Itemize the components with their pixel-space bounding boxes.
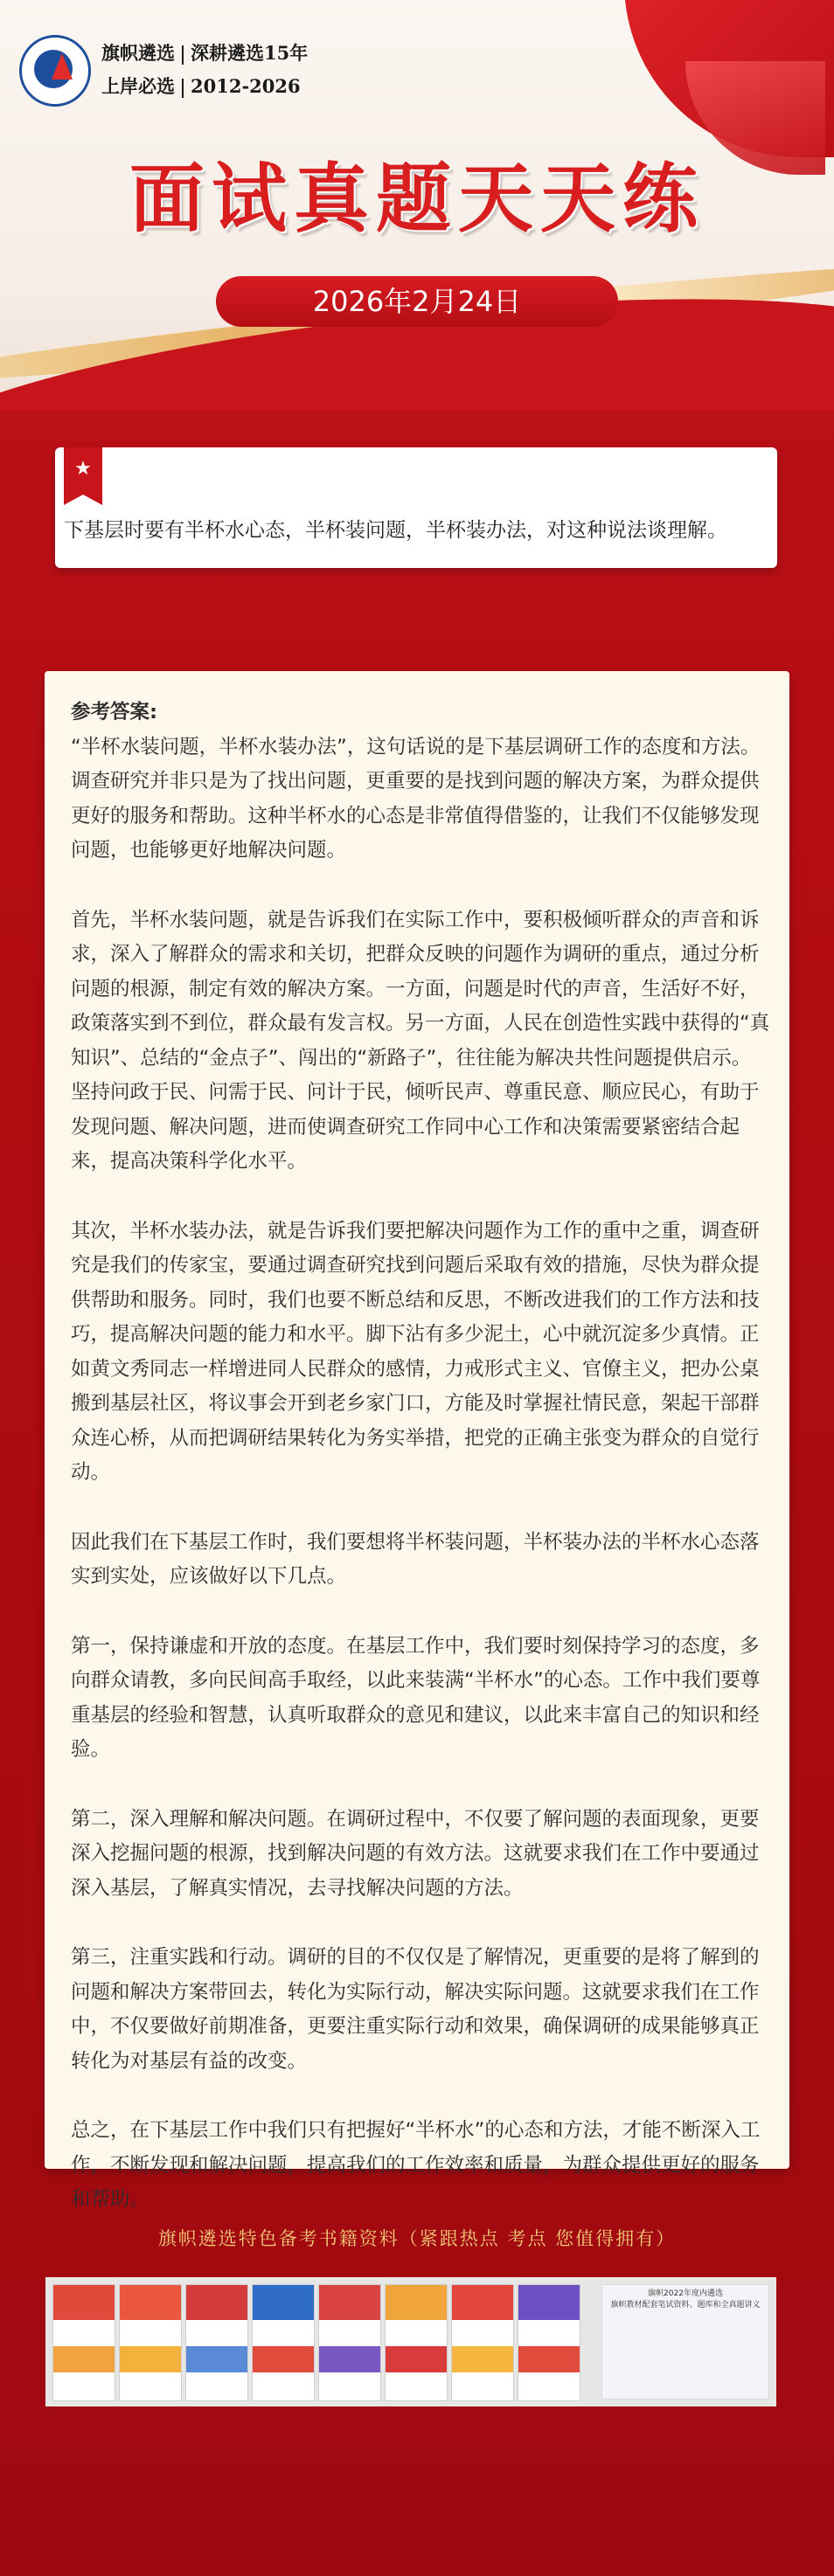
answer-paragraph: 总之，在下基层工作中我们只有把握好“半杯水”的心态和方法，才能不断深入工作，不断发现和解决问题，提高我们的工作效率和质量，为群众提供更好的服务和帮助。 xyxy=(71,2119,761,2211)
date-badge: 2026年2月24日 xyxy=(216,276,618,327)
brand-years: 深耕遴选15年 xyxy=(191,42,309,64)
star-bookmark-icon: ★ xyxy=(64,447,102,495)
promo-card[interactable] xyxy=(601,2284,769,2399)
brand-text xyxy=(101,37,308,103)
answer-paragraph: 第三，注重实践和行动。调研的目的不仅仅是了解情况，更重要的是将了解到的问题和解决方案带回去，转化为实际行动，解决实际问题。这就要求我们在工作中，不仅要做好前期准备，更要注重实际行动和效果，确保调研的成果能够真正转化为对基层有益的改变。 xyxy=(71,1946,760,2073)
answer-heading: 参考答案: xyxy=(71,701,157,724)
book-cover[interactable] xyxy=(252,2284,315,2401)
answer-paragraph: “半杯水装问题，半杯水装办法”，这句话说的是下基层调研工作的态度和方法。调查研究并非只是为了找出问题，更重要的是找到问题的解决方案，为群众提供更好的服务和帮助。这种半杯水的心态是非常值得借鉴的，让我们不仅能够发现问题，也能够更好地解决问题。 xyxy=(71,735,761,862)
promo-line: 旗帜2022年度内遴选 xyxy=(648,2289,723,2298)
footer-title: 旗帜遴选特色备考书籍资料（紧跟热点 考点 您值得拥有） xyxy=(157,2228,677,2249)
brand-logo-icon xyxy=(19,35,91,107)
book-cover[interactable] xyxy=(451,2284,514,2401)
promo-line: 旗帜教材配套笔试资料、题库和全真题讲义 xyxy=(610,2301,761,2309)
book-cover[interactable] xyxy=(318,2284,381,2401)
page-title: 面试真题天天练 xyxy=(129,155,705,243)
book-cover[interactable] xyxy=(385,2284,448,2401)
question-text: 下基层时要有半杯水心态，半杯装问题，半杯装办法，对这种说法谈理解。 xyxy=(64,519,727,542)
book-showcase[interactable] xyxy=(45,2277,776,2406)
brand-period: 2012-2026 xyxy=(191,75,301,97)
brand-name: 旗帜遴选 xyxy=(101,42,175,64)
book-cover[interactable] xyxy=(518,2284,580,2401)
brand-slogan: 上岸必选 xyxy=(101,75,175,97)
answer-paragraph: 其次，半杯水装办法，就是告诉我们要把解决问题作为工作的重中之重，调查研究是我们的传家宝，要通过调查研究找到问题后采取有效的措施，尽快为群众提供帮助和服务。同时，我们也要不断总结和反思，不断改进我们的工作方法和技巧，提高解决问题的能力和水平。脚下沾有多少泥土，心中就沉淀多少真情。正如黄文秀同志一样增进同人民群众的感情，力戒形式主义、官僚主义，把办公桌搬到基层社区，将议事会开到老乡家门口，方能及时掌握社情民意，架起干部群众连心桥，从而把调研结果转化为务实举措，把党的正确主张变为群众的自觉行动。 xyxy=(71,1219,760,1484)
book-cover[interactable] xyxy=(119,2284,182,2401)
book-cover[interactable] xyxy=(52,2284,115,2401)
answer-paragraph: 首先，半杯水装问题，就是告诉我们在实际工作中，要积极倾听群众的声音和诉求，深入了解群众的需求和关切，把群众反映的问题作为调研的重点，通过分析问题的根源，制定有效的解决方案。一方面，问题是时代的声音，生活好不好，政策落实到不到位，群众最有发言权。另一方面，人民在创造性实践中获得的“真知识”、总结的“金点子”、闯出的“新路子”，往往能为解决共性问题提供启示。坚持问政于民、问需于民、问计于民，倾听民声、尊重民意、顺应民心，有助于发现问题、解决问题，进而使调查研究工作同中心工作和决策需要紧密结合起来，提高决策科学化水平。 xyxy=(71,908,770,1173)
book-cover[interactable] xyxy=(185,2284,248,2401)
answer-card xyxy=(45,671,789,2211)
header-banner xyxy=(0,0,834,411)
answer-paragraph: 第一，保持谦虚和开放的态度。在基层工作中，我们要时刻保持学习的态度，多向群众请教，多向民间高手取经，以此来装满“半杯水”的心态。工作中我们要尊重基层的经验和智慧，认真听取群众的意见和建议，以此来丰富自己的知识和经验。 xyxy=(71,1634,761,1761)
question-card xyxy=(55,447,777,568)
answer-paragraph: 因此我们在下基层工作时，我们要想将半杯装问题，半杯装办法的半杯水心态落实到实处，应该做好以下几点。 xyxy=(71,1530,760,1588)
answer-paragraph: 第二，深入理解和解决问题。在调研过程中，不仅要了解问题的表面现象，更要深入挖掘问题的根源，找到解决问题的有效方法。这就要求我们在工作中要通过深入基层，了解真实情况，去寻找解决问题的方法。 xyxy=(71,1807,760,1900)
answer-body xyxy=(71,696,770,2253)
